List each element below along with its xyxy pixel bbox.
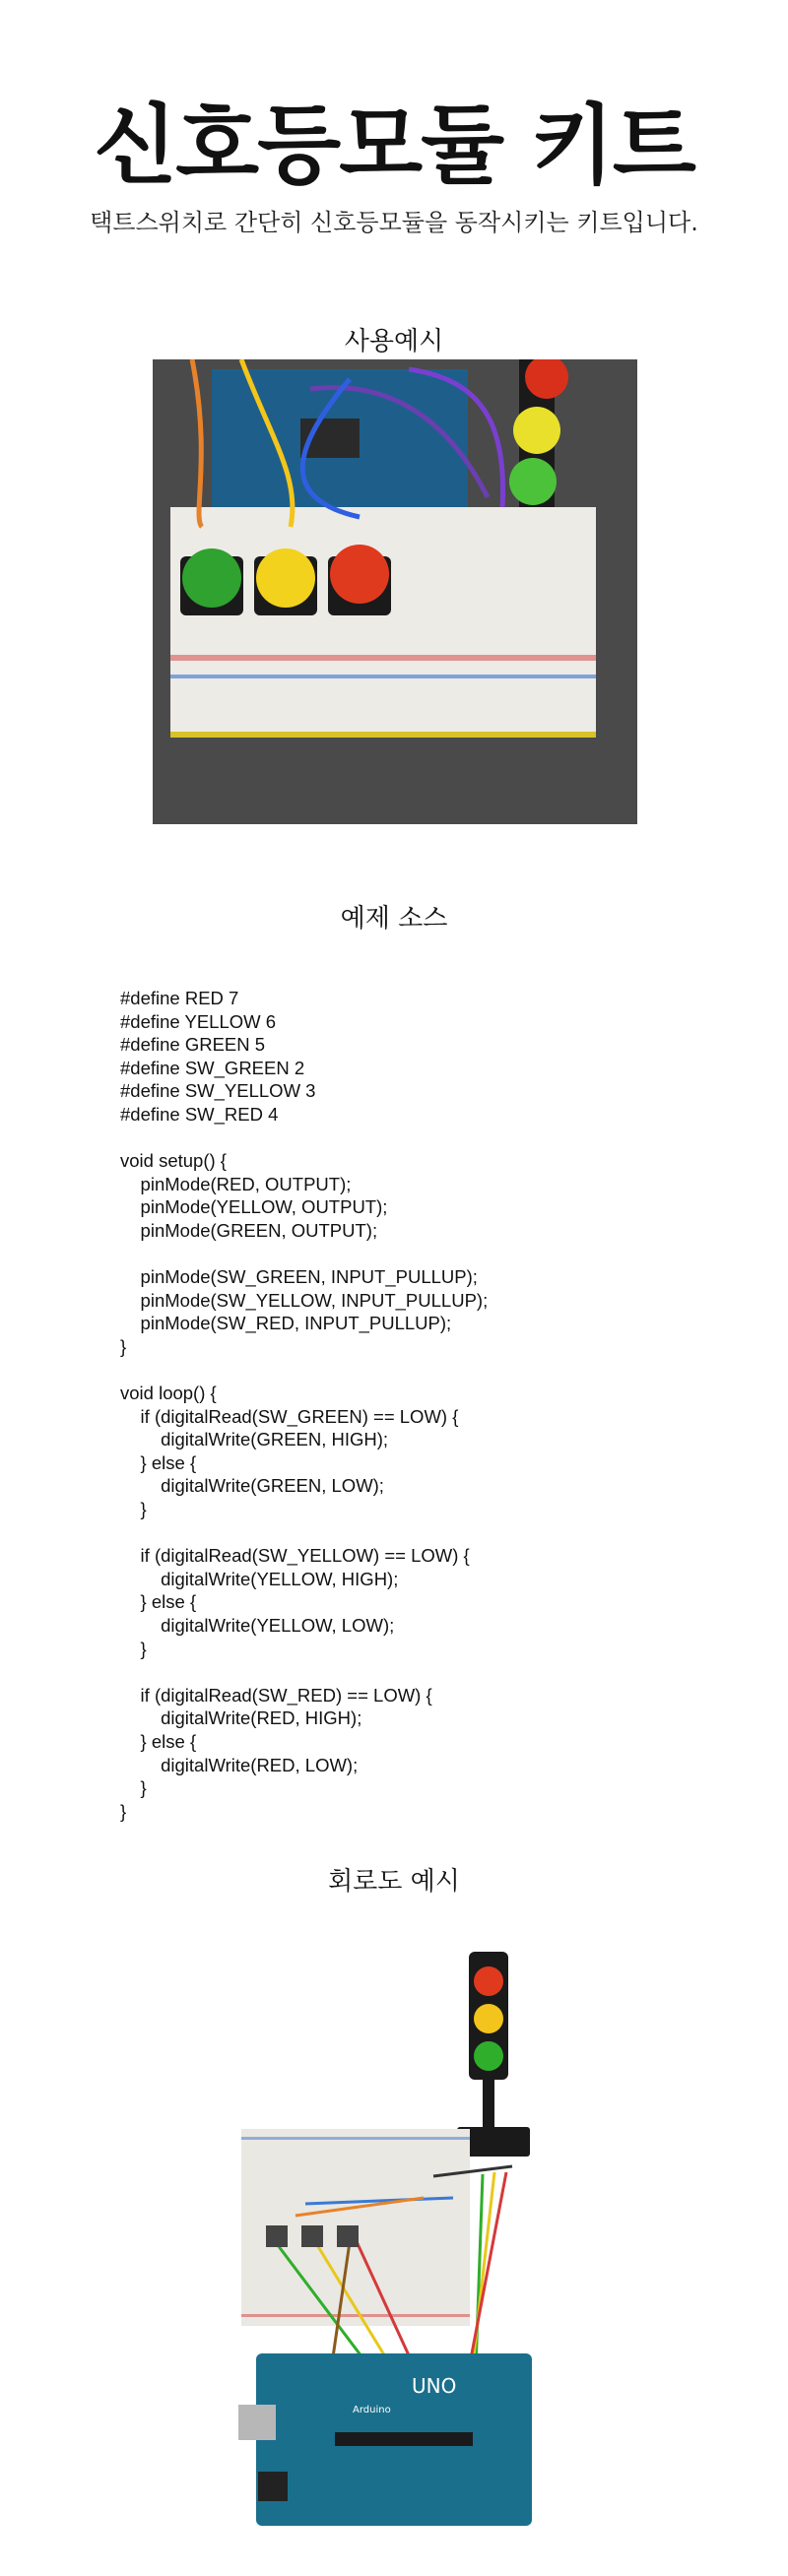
code-line: #define SW_RED 4 bbox=[120, 1103, 279, 1125]
circuit-diagram bbox=[236, 1940, 552, 2531]
code-line: pinMode(SW_RED, INPUT_PULLUP); bbox=[120, 1313, 452, 1334]
code-line: } else { bbox=[120, 1731, 197, 1752]
code-line: pinMode(YELLOW, OUTPUT); bbox=[120, 1196, 388, 1218]
code-line bbox=[120, 1660, 672, 1684]
red-led-icon bbox=[474, 1966, 503, 1996]
code-line: digitalWrite(GREEN, HIGH); bbox=[120, 1429, 389, 1450]
code-line bbox=[120, 1521, 672, 1545]
code-block bbox=[120, 987, 672, 1823]
code-line: digitalWrite(GREEN, LOW); bbox=[120, 1475, 384, 1497]
code-line: digitalWrite(RED, LOW); bbox=[120, 1754, 359, 1775]
code-line: #define SW_GREEN 2 bbox=[120, 1057, 305, 1078]
code-line: void setup() { bbox=[120, 1150, 227, 1172]
code-line: digitalWrite(YELLOW, LOW); bbox=[120, 1615, 395, 1637]
code-line bbox=[120, 1127, 672, 1150]
circuit-heading: 회로도 예시 bbox=[328, 1867, 460, 1897]
code-line: #define GREEN 5 bbox=[120, 1034, 266, 1056]
board-label-brand: Arduino bbox=[353, 2405, 391, 2415]
code-line: pinMode(GREEN, OUTPUT); bbox=[120, 1219, 378, 1241]
code-line: digitalWrite(RED, HIGH); bbox=[120, 1707, 362, 1729]
code-line: } bbox=[120, 1638, 147, 1659]
code-line: if (digitalRead(SW_YELLOW) == LOW) { bbox=[120, 1545, 470, 1567]
code-line: #define YELLOW 6 bbox=[120, 1010, 277, 1032]
code-line: pinMode(SW_GREEN, INPUT_PULLUP); bbox=[120, 1266, 478, 1288]
code-line: } bbox=[120, 1499, 147, 1520]
example-heading: 예제 소스 bbox=[340, 904, 448, 934]
code-line: } bbox=[120, 1335, 127, 1357]
code-line: } else { bbox=[120, 1451, 197, 1473]
code-line: void loop() { bbox=[120, 1383, 217, 1404]
code-line: digitalWrite(YELLOW, HIGH); bbox=[120, 1568, 399, 1589]
code-line: #define RED 7 bbox=[120, 988, 239, 1008]
code-line: } bbox=[120, 1777, 147, 1799]
page-subtitle: 택트스위치로 간단히 신호등모듈을 동작시키는 키트입니다. bbox=[90, 209, 698, 236]
code-line: if (digitalRead(SW_RED) == LOW) { bbox=[120, 1684, 432, 1706]
board-label-uno: UNO bbox=[412, 2374, 457, 2398]
usage-heading: 사용예시 bbox=[344, 327, 444, 356]
page-title: 신호등모듈 키트 bbox=[94, 95, 694, 196]
code-line: } else { bbox=[120, 1591, 197, 1613]
code-line bbox=[120, 1243, 672, 1266]
code-line: } bbox=[120, 1800, 127, 1822]
code-line: pinMode(RED, OUTPUT); bbox=[120, 1173, 352, 1194]
green-led-icon bbox=[474, 2041, 503, 2071]
code-line: #define SW_YELLOW 3 bbox=[120, 1080, 316, 1102]
code-line bbox=[120, 1359, 672, 1383]
usage-photo bbox=[153, 359, 637, 824]
yellow-led-icon bbox=[474, 2004, 503, 2033]
code-line: if (digitalRead(SW_GREEN) == LOW) { bbox=[120, 1405, 459, 1427]
code-line: pinMode(SW_YELLOW, INPUT_PULLUP); bbox=[120, 1289, 489, 1311]
